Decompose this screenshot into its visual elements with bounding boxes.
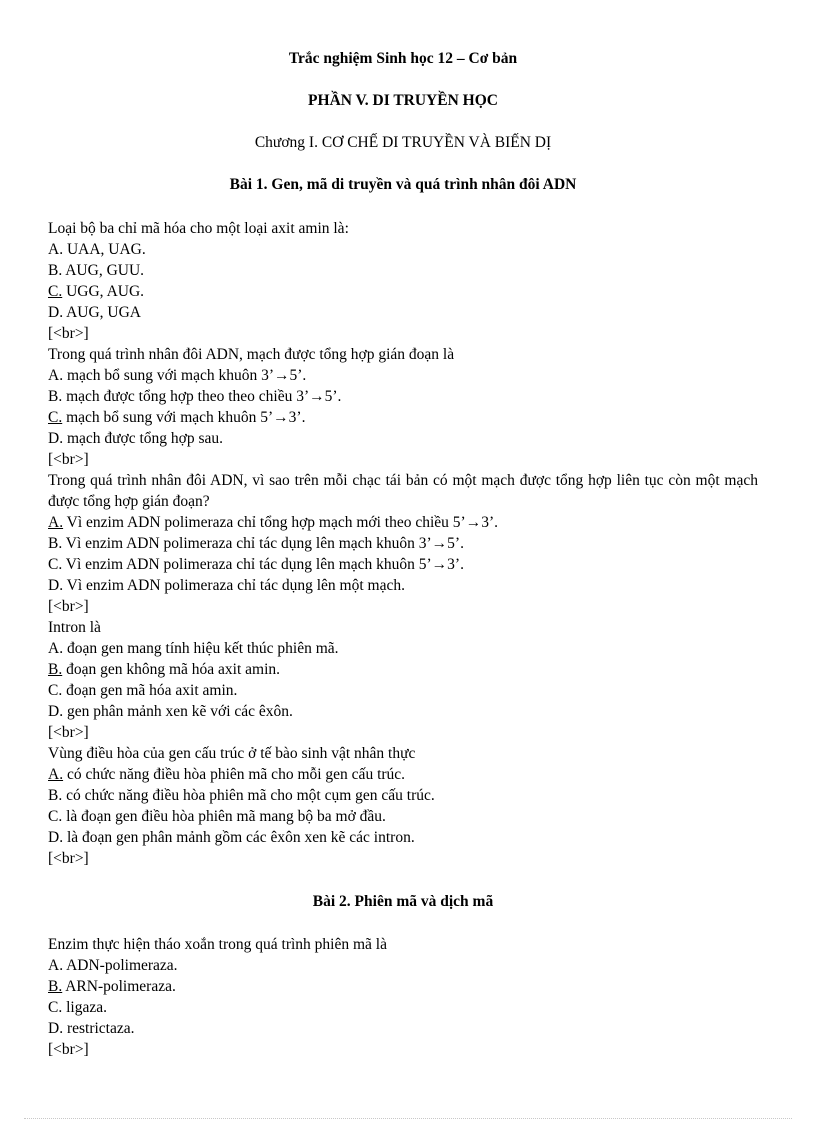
- question-stem: Enzim thực hiện tháo xoắn trong quá trình phiên mã là: [48, 936, 387, 953]
- question-stem: Trong quá trình nhân đôi ADN, vì sao trên mỗi chạc tái bản có một mạch được tổng hợp liên tục còn một mạch được tổng hợp gián đoạn?: [48, 472, 758, 510]
- answer-option: B. Vì enzim ADN polimeraza chỉ tác dụng lên mạch khuôn 3’→5’.: [48, 535, 464, 552]
- correct-answer-marker: B.: [48, 978, 63, 995]
- answer-option-correct: [48, 512, 758, 533]
- question-separator: [<br>]: [48, 850, 89, 867]
- chapter-heading: Chương I. CƠ CHẾ DI TRUYỀN VÀ BIẾN DỊ: [254, 134, 552, 151]
- question-stem: Intron là: [48, 619, 101, 636]
- question-stem: Loại bộ ba chỉ mã hóa cho một loại axit amin là:: [48, 220, 349, 237]
- answer-option: C. Vì enzim ADN polimeraza chỉ tác dụng lên mạch khuôn 5’→3’.: [48, 556, 464, 573]
- question-stem: Trong quá trình nhân đôi ADN, mạch được tổng hợp gián đoạn là: [48, 346, 455, 363]
- correct-answer-marker: C.: [48, 283, 63, 300]
- answer-option: B. AUG, GUU.: [48, 262, 145, 279]
- part-heading: PHẦN V. DI TRUYỀN HỌC: [308, 92, 498, 109]
- correct-answer-marker: B.: [48, 661, 63, 678]
- answer-option: D. Vì enzim ADN polimeraza chỉ tác dụng lên một mạch.: [48, 577, 405, 594]
- answer-option: A. đoạn gen mang tính hiệu kết thúc phiên mã.: [48, 640, 339, 657]
- lesson-1-questions: [48, 218, 758, 869]
- answer-option: B. có chức năng điều hòa phiên mã cho một cụm gen cấu trúc.: [48, 787, 435, 804]
- answer-option: A. UAA, UAG.: [48, 241, 146, 258]
- question-separator: [<br>]: [48, 1041, 89, 1058]
- answer-text: có chức năng điều hòa phiên mã cho mỗi gen cấu trúc.: [63, 766, 406, 783]
- correct-answer-marker: C.: [48, 409, 63, 426]
- lesson-2-questions: [48, 934, 758, 1060]
- answer-text: ARN-polimeraza.: [62, 978, 176, 995]
- question-stem: Vùng điều hòa của gen cấu trúc ở tế bào sinh vật nhân thực: [48, 745, 416, 762]
- answer-option: C. đoạn gen mã hóa axit amin.: [48, 682, 238, 699]
- correct-answer-marker: A.: [48, 514, 64, 531]
- page-bottom-divider: [24, 1118, 792, 1119]
- answer-option: D. là đoạn gen phân mảnh gồm các êxôn xen kẽ các intron.: [48, 829, 415, 846]
- question-separator: [<br>]: [48, 451, 89, 468]
- answer-text: đoạn gen không mã hóa axit amin.: [62, 661, 281, 678]
- answer-option-correct: [48, 976, 758, 997]
- question-separator: [<br>]: [48, 325, 89, 342]
- question-separator: [<br>]: [48, 724, 89, 741]
- answer-option: A. mạch bổ sung với mạch khuôn 3’→5’.: [48, 367, 307, 384]
- answer-option: B. mạch được tổng hợp theo theo chiều 3’→5’.: [48, 388, 342, 405]
- answer-text: UGG, AUG.: [62, 283, 145, 300]
- answer-option: D. AUG, UGA: [48, 304, 141, 321]
- answer-option-correct: [48, 659, 758, 680]
- answer-option: D. mạch được tổng hợp sau.: [48, 430, 224, 447]
- lesson-2-heading: Bài 2. Phiên mã và dịch mã: [312, 893, 494, 910]
- answer-option: D. gen phân mảnh xen kẽ với các êxôn.: [48, 703, 293, 720]
- answer-option-correct: [48, 407, 758, 428]
- answer-option: C. là đoạn gen điều hòa phiên mã mang bộ ba mở đầu.: [48, 808, 386, 825]
- correct-answer-marker: A.: [48, 766, 64, 783]
- answer-option-correct: [48, 764, 758, 785]
- answer-option-correct: [48, 281, 758, 302]
- answer-text: mạch bổ sung với mạch khuôn 5’→3’.: [62, 409, 306, 426]
- answer-option: A. ADN-polimeraza.: [48, 957, 178, 974]
- answer-option: D. restrictaza.: [48, 1020, 135, 1037]
- answer-text: Vì enzim ADN polimeraza chỉ tổng hợp mạch mới theo chiều 5’→3’.: [63, 514, 499, 531]
- answer-option: C. ligaza.: [48, 999, 107, 1016]
- question-separator: [<br>]: [48, 598, 89, 615]
- document-title: Trắc nghiệm Sinh học 12 – Cơ bản: [288, 50, 518, 67]
- lesson-1-heading: Bài 1. Gen, mã di truyền và quá trình nhân đôi ADN: [229, 176, 577, 193]
